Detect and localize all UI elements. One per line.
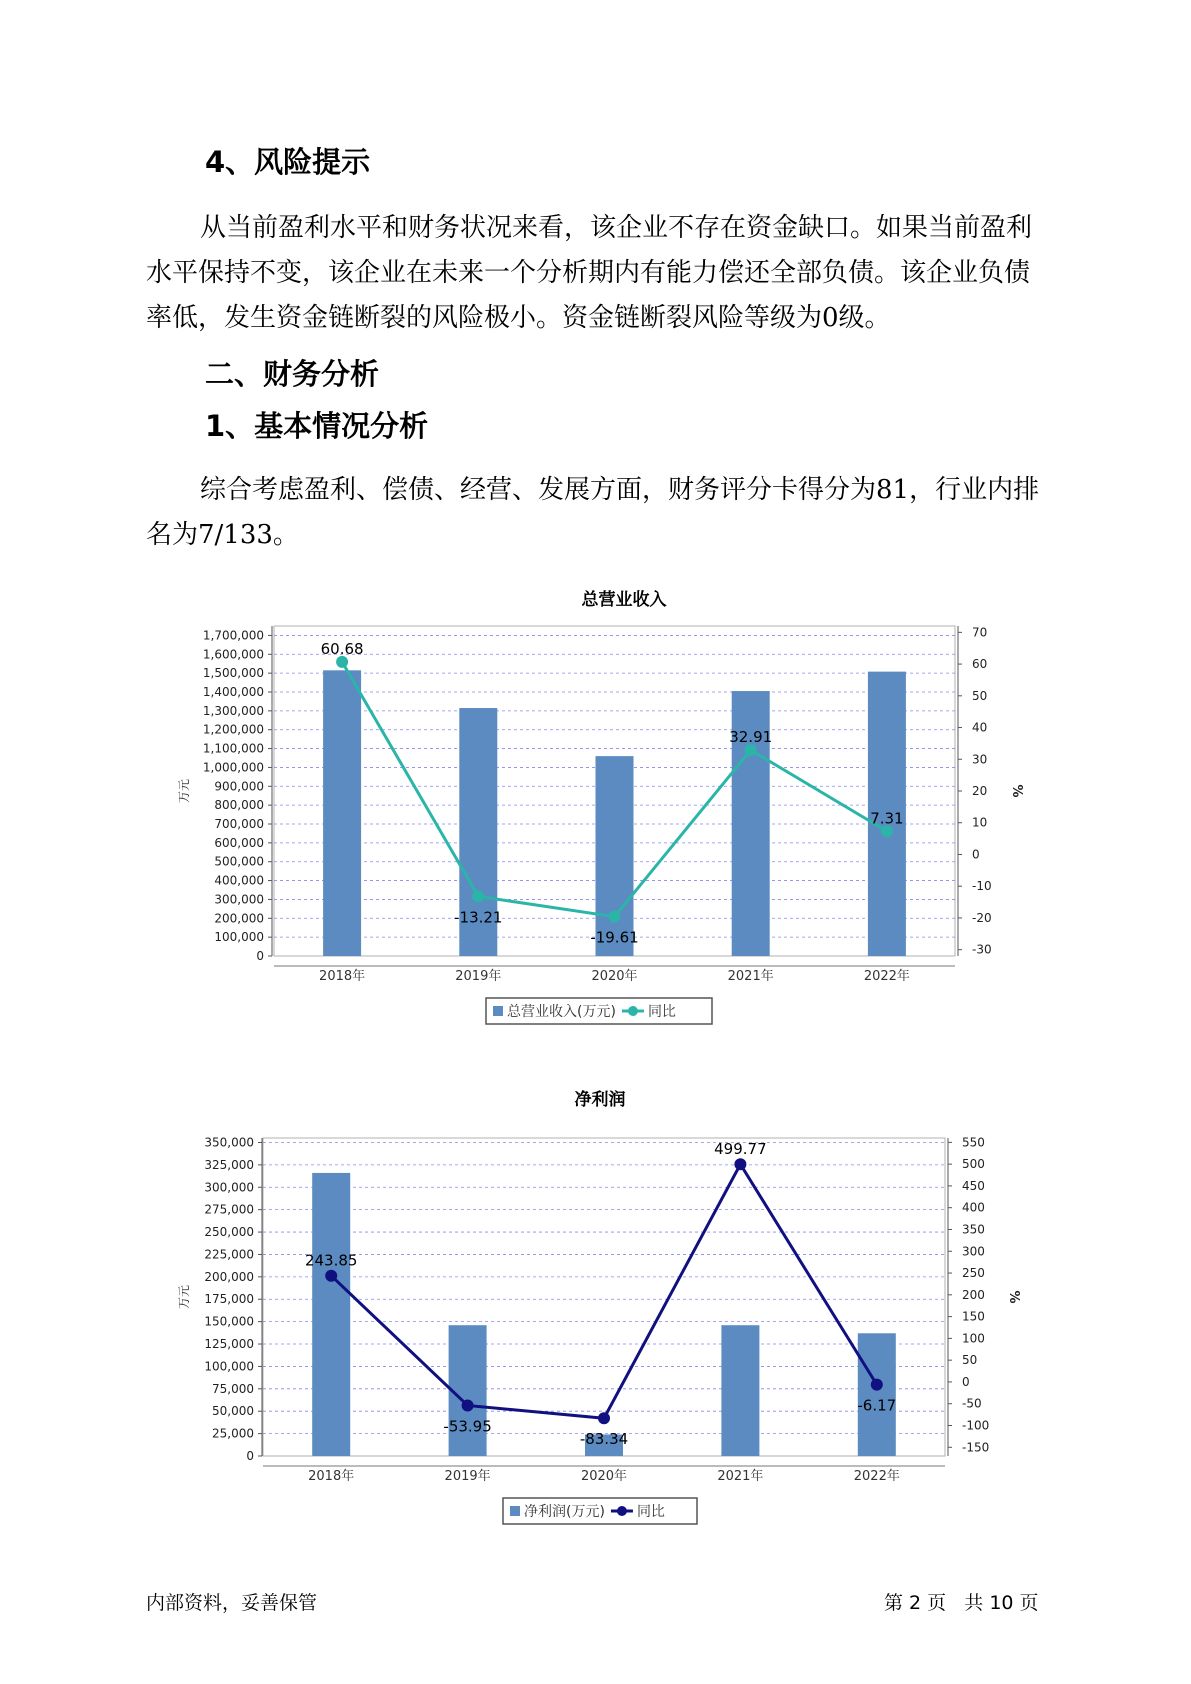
x-tick-label: 2020年 — [580, 1469, 628, 1484]
y-tick-label: 500,000 — [214, 854, 264, 869]
data-label: 32.91 — [729, 728, 773, 747]
bar — [596, 756, 634, 956]
y2-tick-label: 40 — [972, 720, 988, 735]
yoy-point — [734, 1158, 746, 1170]
x-tick-label: 2019年 — [444, 1469, 491, 1484]
y2-tick-label: 100 — [962, 1331, 985, 1346]
legend-line-marker — [617, 1506, 627, 1516]
y2-tick-label: 300 — [962, 1244, 985, 1259]
paragraph-basic-text: 综合考虑盈利、偿债、经营、发展方面，财务评分卡得分为81，行业内排名为7/133。 — [146, 475, 1040, 550]
y-tick-label: 200,000 — [214, 911, 264, 926]
chart-net-profit — [0, 1110, 1191, 1570]
y-tick-label: 1,600,000 — [202, 647, 264, 662]
footer-confidential: 内部资料，妥善保管 — [146, 1592, 318, 1614]
y-tick-label: 25,000 — [212, 1426, 254, 1441]
y2-axis-label: % — [1006, 1290, 1021, 1304]
y-tick-label: 175,000 — [204, 1292, 254, 1307]
bar — [312, 1173, 350, 1456]
y2-tick-label: 500 — [962, 1157, 985, 1172]
y-tick-label: 250,000 — [204, 1225, 254, 1240]
y2-tick-label: -150 — [962, 1440, 990, 1455]
y2-tick-label: 50 — [972, 688, 988, 703]
yoy-point — [472, 890, 484, 902]
y-axis-label: 万元 — [177, 778, 191, 804]
y2-tick-label: 400 — [962, 1200, 985, 1215]
x-tick-label: 2022年 — [863, 969, 910, 984]
paragraph-basic — [146, 468, 1046, 558]
yoy-point — [609, 911, 621, 923]
bar — [721, 1325, 759, 1456]
plot-area — [263, 1138, 945, 1456]
y2-tick-label: -50 — [962, 1396, 982, 1411]
paragraph-risk-text: 从当前盈利水平和财务状况来看，该企业不存在资金缺口。如果当前盈利水平保持不变，该企业在未来一个分析期内有能力偿还全部负债。该企业负债率低，发生资金链断裂的风险极小。资金链断裂风险等级为0级。 — [146, 213, 1033, 333]
data-label: -83.34 — [579, 1430, 629, 1449]
y2-tick-label: 20 — [972, 784, 988, 798]
y2-tick-label: -20 — [972, 910, 992, 925]
y2-tick-label: 450 — [962, 1178, 985, 1193]
data-label: -13.21 — [454, 908, 503, 927]
bar — [323, 670, 361, 956]
chart-revenue — [0, 610, 1191, 1070]
legend-bar-swatch — [493, 1006, 503, 1016]
y-tick-label: 300,000 — [214, 892, 264, 907]
y2-tick-label: 250 — [962, 1266, 985, 1281]
bar — [449, 1325, 487, 1456]
y2-tick-label: 10 — [972, 815, 988, 830]
x-tick-label: 2021年 — [717, 1469, 764, 1484]
y-tick-label: 275,000 — [204, 1202, 254, 1217]
y2-tick-label: 550 — [962, 1135, 985, 1150]
yoy-point — [325, 1270, 337, 1282]
data-label: 499.77 — [714, 1140, 767, 1159]
y2-tick-label: 350 — [962, 1222, 985, 1237]
y-tick-label: 0 — [246, 1449, 254, 1463]
y2-tick-label: 0 — [962, 1374, 970, 1389]
data-label: 7.31 — [870, 809, 904, 828]
heading-financial-analysis: 二、财务分析 — [205, 357, 380, 391]
y-tick-label: 400,000 — [214, 873, 264, 888]
y2-tick-label: 30 — [972, 752, 988, 767]
y-tick-label: 50,000 — [212, 1404, 254, 1419]
x-tick-label: 2022年 — [853, 1469, 900, 1484]
x-tick-label: 2021年 — [727, 969, 774, 984]
heading-risk: 4、风险提示 — [205, 145, 371, 179]
y-tick-label: 100,000 — [204, 1359, 254, 1374]
y-tick-label: 75,000 — [212, 1381, 254, 1396]
y-tick-label: 1,200,000 — [202, 722, 264, 737]
y2-tick-label: -100 — [962, 1418, 990, 1433]
y-tick-label: 200,000 — [204, 1269, 254, 1284]
y2-tick-label: -10 — [972, 879, 992, 894]
y2-tick-label: 200 — [962, 1287, 985, 1302]
yoy-point — [598, 1412, 610, 1424]
y-tick-label: 1,700,000 — [202, 628, 264, 643]
y-tick-label: 150,000 — [204, 1314, 254, 1329]
y-tick-label: 350,000 — [204, 1135, 254, 1150]
y-tick-label: 700,000 — [214, 817, 264, 831]
y-tick-label: 800,000 — [214, 798, 264, 813]
data-label: 60.68 — [320, 639, 364, 658]
paragraph-risk — [146, 206, 1046, 341]
data-label: -6.17 — [857, 1396, 897, 1415]
y-tick-label: 0 — [256, 949, 264, 963]
legend-line-marker — [628, 1006, 638, 1016]
legend-line-label: 同比 — [636, 1504, 665, 1520]
legend-line-label: 同比 — [647, 1004, 676, 1020]
legend-bar-swatch — [510, 1506, 520, 1516]
chart-title-revenue: 总营业收入 — [581, 590, 667, 610]
y-tick-label: 900,000 — [214, 779, 264, 794]
y-tick-label: 100,000 — [214, 930, 264, 945]
y2-tick-label: 50 — [962, 1353, 978, 1368]
y2-tick-label: 0 — [972, 847, 980, 862]
y-tick-label: 1,000,000 — [202, 760, 264, 775]
y-tick-label: 225,000 — [204, 1247, 254, 1262]
y2-tick-label: 70 — [972, 625, 988, 640]
y-tick-label: 300,000 — [204, 1180, 254, 1195]
y2-tick-label: 60 — [972, 657, 988, 672]
x-tick-label: 2018年 — [319, 969, 366, 984]
data-label: -19.61 — [590, 928, 639, 947]
footer-page-number: 第 2 页 共 10 页 — [884, 1592, 1039, 1614]
y-tick-label: 1,100,000 — [202, 741, 264, 756]
yoy-point — [462, 1399, 474, 1411]
y-axis-label: 万元 — [177, 1284, 191, 1310]
y-tick-label: 325,000 — [204, 1157, 254, 1172]
yoy-point — [871, 1379, 883, 1391]
x-tick-label: 2019年 — [455, 969, 502, 984]
chart-title-net-profit: 净利润 — [574, 1090, 626, 1110]
x-tick-label: 2018年 — [308, 1469, 355, 1484]
bar — [858, 1333, 896, 1456]
legend-bar-label: 净利润(万元) — [524, 1504, 605, 1520]
y2-tick-label: 150 — [962, 1309, 985, 1324]
data-label: 243.85 — [304, 1251, 358, 1270]
y2-tick-label: -30 — [972, 942, 992, 957]
y-tick-label: 600,000 — [214, 835, 264, 850]
x-tick-label: 2020年 — [591, 969, 638, 984]
y2-axis-label: % — [1009, 784, 1024, 798]
y-tick-label: 1,500,000 — [202, 666, 264, 681]
data-label: -53.95 — [443, 1417, 492, 1436]
heading-basic-analysis: 1、基本情况分析 — [205, 409, 429, 443]
y-tick-label: 125,000 — [204, 1337, 254, 1352]
legend-bar-label: 总营业收入(万元) — [507, 1004, 616, 1020]
y-tick-label: 1,300,000 — [202, 703, 264, 718]
y-tick-label: 1,400,000 — [202, 685, 264, 699]
